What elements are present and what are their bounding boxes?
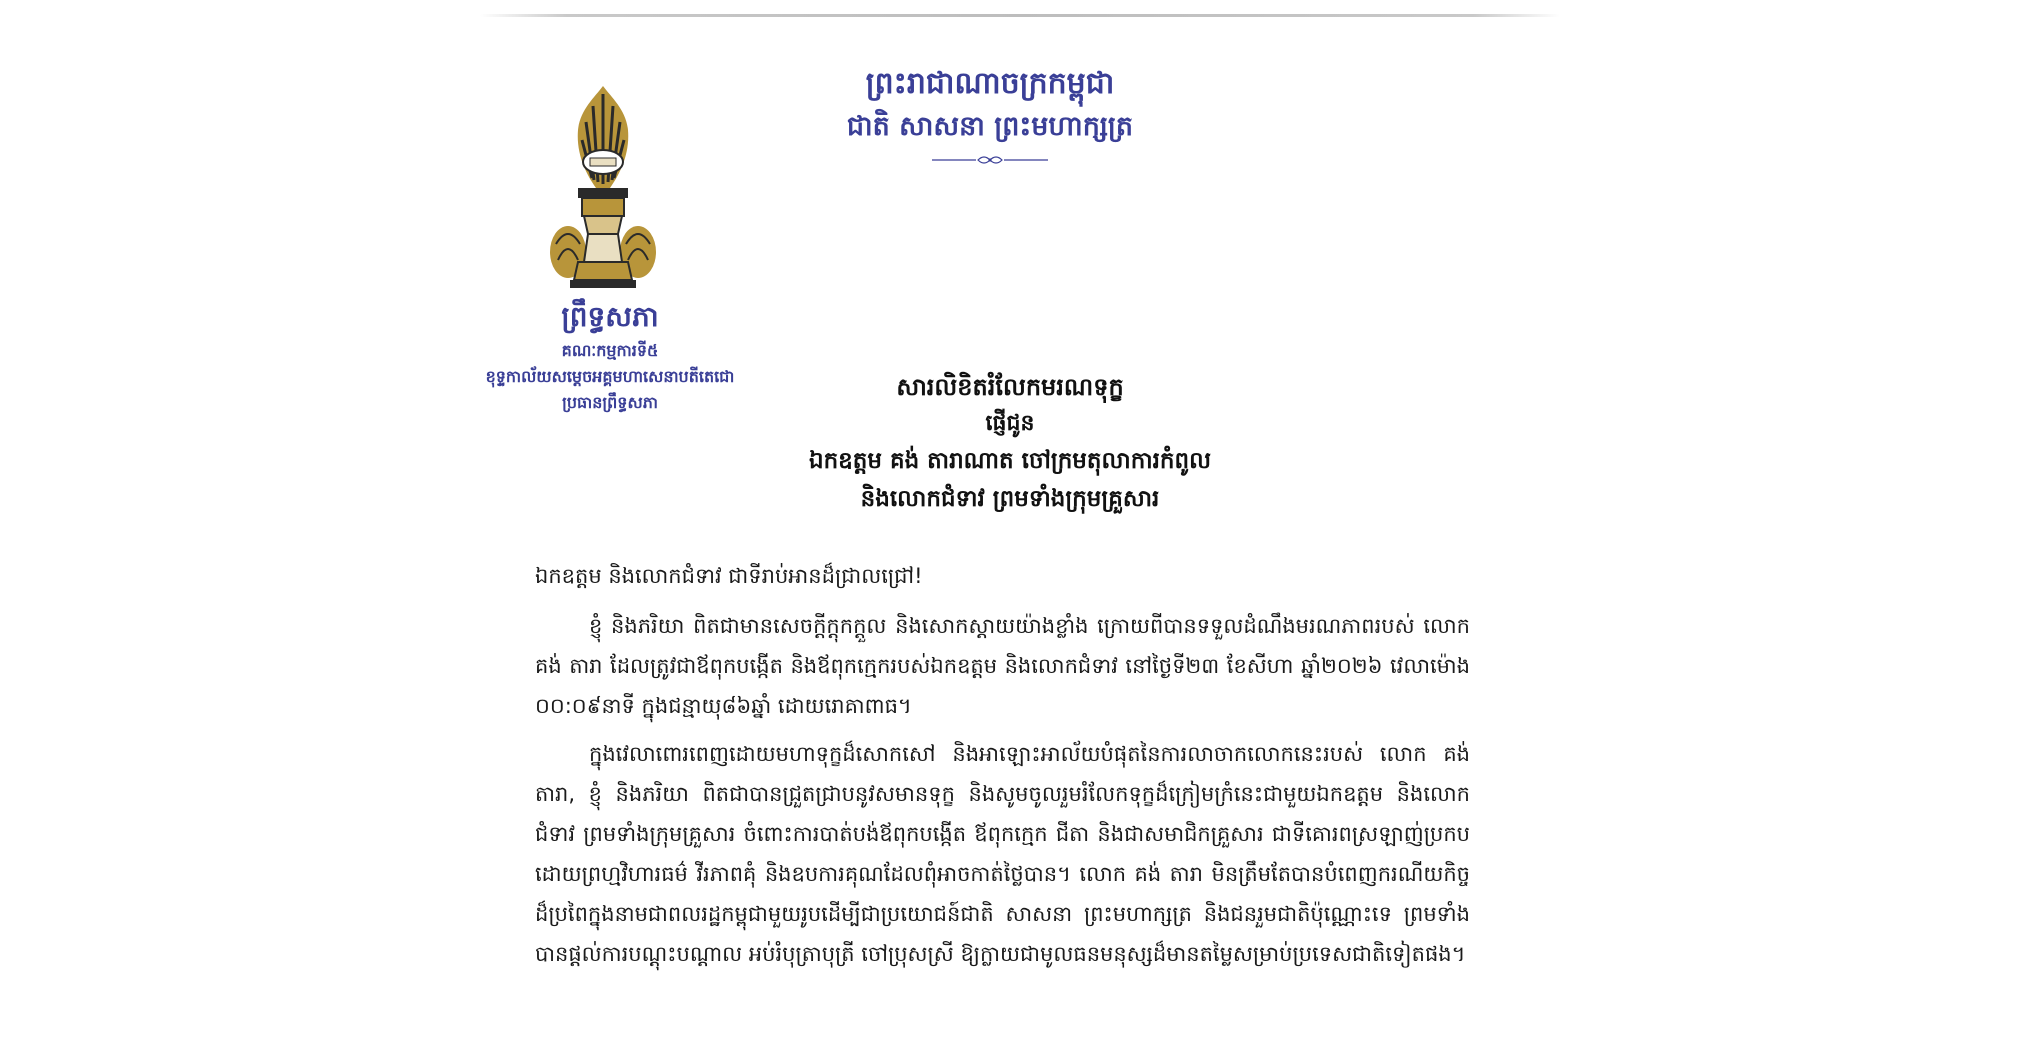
title-line-3: ឯកឧត្តម គង់ តារាណាត ចៅក្រមតុលាការកំពូល <box>808 448 1212 474</box>
paragraph-2: ក្នុងវេលាពោរពេញដោយមហាទុក្ខដ៏សោកសៅ និងអាឡោះអាល័យបំផុតនៃការលាចាកលោកនេះរបស់ លោក គង់ តារា, ខ្ញុំ និងភរិយា ពិតជាបានជ្រួតជ្រាបនូវសមានទុក្ខ និងសូមចូលរួមរំលែកទុក្ខដ៏ក្រៀមក្រំនេះជាមួយឯកឧត្តម និងលោកជំទាវ ព្រមទាំងក្រុមគ្រួសារ ចំពោះការបាត់បង់ឪពុកបង្កើត ឪពុកក្មេក ជីតា និងជាសមាជិកគ្រួសារ ជាទីគោរពស្រឡាញ់ប្រកបដោយព្រហ្មវិហារធម៌ វីរភាពគុំ និងឧបការគុណដែលពុំអាចកាត់ថ្លៃបាន។ លោក គង់ តារា មិនត្រឹមតែបានបំពេញករណីយកិច្ចដ៏ប្រពៃក្នុងនាមជាពលរដ្ឋកម្ពុជាមួយរូបដើម្បីជាប្រយោជន៍ជាតិ សាសនា ព្រះមហាក្សត្រ និងជនរួមជាតិប៉ុណ្ណោះទេ ព្រមទាំងបានផ្តល់ការបណ្តុះបណ្តាល អប់រំបុត្រាបុត្រី ចៅប្រុសស្រី ឱ្យក្លាយជាមូលធនមនុស្សដ៏មានតម្លៃសម្រាប់ប្រទេសជាតិទៀតផង។ <box>535 742 1470 966</box>
paragraph-1: ខ្ញុំ និងភរិយា ពិតជាមានសេចក្តីក្តុកក្តួល និងសោកស្តាយយ៉ាងខ្លាំង ក្រោយពីបានទទួលដំណឹងមរណភាពរបស់ លោក គង់ តារា ដែលត្រូវជាឪពុកបង្កើត និងឪពុកក្មេករបស់ឯកឧត្តម និងលោកជំទាវ នៅថ្ងៃទី២៣ ខែសីហា ឆ្នាំ២០២៦ វេលាម៉ោង ០០:០៩នាទី ក្នុងជន្មាយុ៨៦ឆ្នាំ ដោយរោគាពាធ។ <box>535 614 1470 718</box>
national-header <box>800 62 1180 166</box>
senate-emblem-icon <box>548 84 658 292</box>
letter-title <box>700 368 1320 518</box>
role-name: ប្រធានព្រឹទ្ធសភា <box>562 393 658 412</box>
divider-ornament-icon <box>930 154 1050 166</box>
cabinet-name: ខុទ្ទកាល័យសម្តេចអគ្គមហាសេនាបតីតេជោ <box>485 367 735 386</box>
national-motto: ជាតិ សាសនា ព្រះមហាក្សត្រ <box>846 111 1134 142</box>
title-line-4: និងលោកជំទាវ ព្រមទាំងក្រុមគ្រួសារ <box>860 486 1160 512</box>
commission-name: គណៈកម្មការទី៥ <box>561 341 659 360</box>
salutation: ឯកឧត្តម និងលោកជំទាវ ជាទីរាប់អានដ៏ជ្រាលជ្រៅ! <box>535 564 923 588</box>
kingdom-name: ព្រះរាជាណាចក្រកម្ពុជា <box>865 66 1115 101</box>
title-line-2: ផ្ញើជូន <box>985 411 1035 436</box>
letter-body <box>535 556 1470 982</box>
top-border-line <box>480 14 1560 17</box>
institution-name: ព្រឹទ្ធសភា <box>561 300 659 333</box>
title-line-1: សារលិខិតរំលែកមរណទុក្ខ <box>896 373 1124 401</box>
